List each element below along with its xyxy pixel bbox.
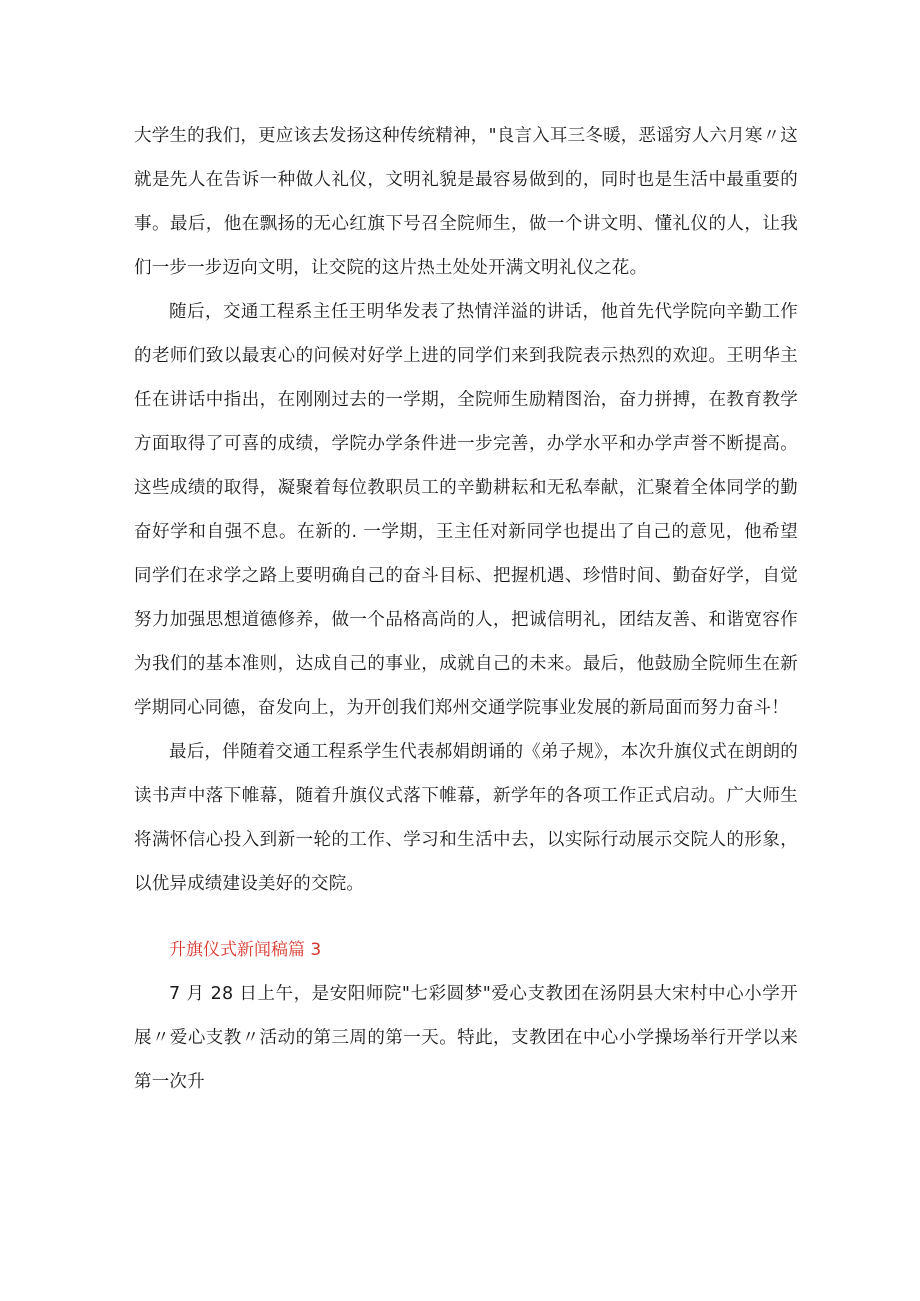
paragraph-closing: 最后，伴随着交通工程系学生代表郝娟朗诵的《弟子规》，本次升旗仪式在朗朗的读书声中落下帷幕，随着升旗仪式落下帷幕，新学年的各项工作正式启动。广大师生将满怀信心投入到新一轮的工作、学习和生活中去，以实际行动展示交院人的形象，以优异成绩建设美好的交院。 [134,742,798,894]
paragraph-speech: 随后，交通工程系主任王明华发表了热情洋溢的讲话，他首先代学院向辛勤工作的老师们致以最衷心的问候对好学上进的同学们来到我院表示热烈的欢迎。王明华主任在讲话中指出，在刚刚过去的一学期，全院师生励精图治，奋力拼搏，在教育教学方面取得了可喜的成绩，学院办学条件进一步完善，办学水平和办学声誉不断提高。这些成绩的取得，凝聚着每位教职员工的辛勤耕耘和无私奉献，汇聚着全体同学的勤奋好学和自强不息。在新的. 一学期，王主任对新同学也提出了自己的意见，他希望同学们在求学之路上要明确自己的奋斗目标、把握机遇、珍惜时间、勤奋好学，自觉努力加强思想道德修养，做一个品格高尚的人，把诚信明礼，团结友善、和谐宽容作为我们的基本准则，达成自己的事业，成就自己的未来。最后，他鼓励全院师生在新学期同心同德，奋发向上，为开创我们郑州交通学院事业发展的新局面而努力奋斗！ [134,302,798,718]
section-heading: 升旗仪式新闻稿篇 3 [169,940,322,960]
paragraph-continuation: 大学生的我们，更应该去发扬这种传统精神，"良言入耳三冬暖，恶谣穷人六月寒〃这就是先人在告诉一种做人礼仪，文明礼貌是最容易做到的，同时也是生活中最重要的事。最后，他在飘扬的无心红旗下号召全院师生，做一个讲文明、懂礼仪的人，让我们一步一步迈向文明，让交院的这片热土处处开满文明礼仪之花。 [134,126,798,278]
document-body [134,114,798,1104]
paragraph-section-intro: 7 月 28 日上午，是安阳师院"七彩圆梦"爱心支教团在汤阴县大宋村中心小学开展〃爱心支教〃活动的第三周的第一天。特此，支教团在中心小学操场举行开学以来第一次升 [134,984,798,1092]
section-gap [134,906,798,928]
